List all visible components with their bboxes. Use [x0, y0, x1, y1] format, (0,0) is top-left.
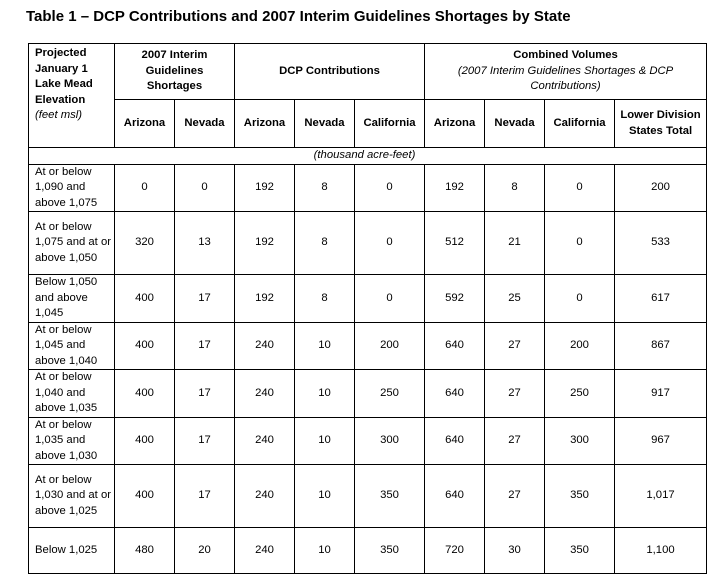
dcp-group-header: DCP Contributions [235, 44, 425, 100]
value-cell-cc: 0 [545, 212, 615, 275]
value-cell-cc: 350 [545, 465, 615, 528]
col-lower-division-total: Lower Division States Total [615, 100, 707, 148]
col-dcp-arizona: Arizona [235, 100, 295, 148]
value-cell-cc: 200 [545, 322, 615, 370]
value-cell-cn: 27 [485, 322, 545, 370]
units-row: (thousand acre-feet) [115, 148, 615, 165]
value-cell-da: 240 [235, 528, 295, 574]
value-cell-dc: 0 [355, 275, 425, 323]
value-cell-da: 192 [235, 164, 295, 212]
value-cell-cc: 0 [545, 275, 615, 323]
value-cell-dn: 8 [295, 212, 355, 275]
table-row [29, 465, 707, 528]
value-cell-in: 13 [175, 212, 235, 275]
value-cell-dn: 8 [295, 164, 355, 212]
value-cell-iz: 320 [115, 212, 175, 275]
col-combined-nevada: Nevada [485, 100, 545, 148]
value-cell-dn: 10 [295, 322, 355, 370]
value-cell-dc: 250 [355, 370, 425, 418]
table-row [29, 528, 707, 574]
stub-line-4: Elevation [35, 93, 86, 106]
value-cell-in: 17 [175, 275, 235, 323]
value-cell-ca: 640 [425, 370, 485, 418]
table-row [29, 322, 707, 370]
value-cell-in: 20 [175, 528, 235, 574]
value-cell-iz: 400 [115, 322, 175, 370]
stub-line-3: Lake Mead [35, 78, 93, 90]
value-cell-total: 867 [615, 322, 707, 370]
value-cell-dn: 10 [295, 370, 355, 418]
elevation-cell: At or below 1,040 and above 1,035 [29, 370, 115, 418]
elevation-cell: At or below 1,035 and above 1,030 [29, 417, 115, 465]
value-cell-iz: 400 [115, 417, 175, 465]
stub-line-1: Projected [35, 47, 87, 59]
value-cell-dc: 350 [355, 465, 425, 528]
value-cell-ca: 592 [425, 275, 485, 323]
value-cell-iz: 480 [115, 528, 175, 574]
elevation-cell: At or below 1,075 and at or above 1,050 [29, 212, 115, 275]
value-cell-cn: 27 [485, 417, 545, 465]
value-cell-cn: 21 [485, 212, 545, 275]
value-cell-cn: 8 [485, 164, 545, 212]
interim-group-header: 2007 Interim Guidelines Shortages [115, 44, 235, 100]
value-cell-da: 192 [235, 275, 295, 323]
value-cell-dn: 10 [295, 465, 355, 528]
value-cell-total: 917 [615, 370, 707, 418]
value-cell-iz: 400 [115, 465, 175, 528]
combined-subtitle: (2007 Interim Guidelines Shortages & DCP Contributions) [457, 64, 674, 93]
value-cell-iz: 0 [115, 164, 175, 212]
value-cell-iz: 400 [115, 275, 175, 323]
value-cell-cn: 27 [485, 370, 545, 418]
elevation-header [29, 44, 115, 148]
value-cell-da: 192 [235, 212, 295, 275]
value-cell-ca: 640 [425, 465, 485, 528]
shortage-table [28, 43, 707, 574]
value-cell-cc: 250 [545, 370, 615, 418]
value-cell-dn: 10 [295, 417, 355, 465]
value-cell-cn: 25 [485, 275, 545, 323]
col-dcp-nevada: Nevada [295, 100, 355, 148]
value-cell-cc: 350 [545, 528, 615, 574]
table-row [29, 417, 707, 465]
stub-units: (feet msl) [35, 109, 83, 121]
table-row [29, 212, 707, 275]
value-cell-dc: 350 [355, 528, 425, 574]
value-cell-cc: 0 [545, 164, 615, 212]
value-cell-da: 240 [235, 370, 295, 418]
col-dcp-california: California [355, 100, 425, 148]
combined-group-header [425, 44, 707, 100]
value-cell-in: 17 [175, 417, 235, 465]
elevation-cell: At or below 1,045 and above 1,040 [29, 322, 115, 370]
value-cell-dn: 10 [295, 528, 355, 574]
value-cell-dc: 300 [355, 417, 425, 465]
value-cell-iz: 400 [115, 370, 175, 418]
value-cell-total: 967 [615, 417, 707, 465]
elevation-cell: Below 1,050 and above 1,045 [29, 275, 115, 323]
value-cell-total: 533 [615, 212, 707, 275]
value-cell-in: 17 [175, 370, 235, 418]
value-cell-ca: 512 [425, 212, 485, 275]
table-title: Table 1 – DCP Contributions and 2007 Interim Guidelines Shortages by State [26, 8, 571, 25]
value-cell-total: 1,100 [615, 528, 707, 574]
units-spacer-right [615, 148, 707, 165]
value-cell-total: 1,017 [615, 465, 707, 528]
value-cell-total: 617 [615, 275, 707, 323]
value-cell-ca: 720 [425, 528, 485, 574]
elevation-cell: Below 1,025 [29, 528, 115, 574]
value-cell-cc: 300 [545, 417, 615, 465]
value-cell-ca: 640 [425, 417, 485, 465]
elevation-cell: At or below 1,030 and at or above 1,025 [29, 465, 115, 528]
value-cell-cn: 27 [485, 465, 545, 528]
value-cell-dc: 200 [355, 322, 425, 370]
value-cell-da: 240 [235, 465, 295, 528]
value-cell-in: 17 [175, 465, 235, 528]
table-row [29, 275, 707, 323]
combined-title: Combined Volumes [513, 49, 618, 62]
value-cell-in: 17 [175, 322, 235, 370]
value-cell-da: 240 [235, 417, 295, 465]
stub-line-2: January 1 [35, 62, 88, 75]
value-cell-dc: 0 [355, 164, 425, 212]
value-cell-dn: 8 [295, 275, 355, 323]
units-spacer-left [29, 148, 115, 165]
elevation-cell: At or below 1,090 and above 1,075 [29, 164, 115, 212]
value-cell-ca: 192 [425, 164, 485, 212]
table-row [29, 164, 707, 212]
value-cell-total: 200 [615, 164, 707, 212]
value-cell-in: 0 [175, 164, 235, 212]
table-row [29, 370, 707, 418]
value-cell-ca: 640 [425, 322, 485, 370]
col-combined-arizona: Arizona [425, 100, 485, 148]
col-interim-nevada: Nevada [175, 100, 235, 148]
value-cell-dc: 0 [355, 212, 425, 275]
col-interim-arizona: Arizona [115, 100, 175, 148]
value-cell-cn: 30 [485, 528, 545, 574]
col-combined-california: California [545, 100, 615, 148]
value-cell-da: 240 [235, 322, 295, 370]
